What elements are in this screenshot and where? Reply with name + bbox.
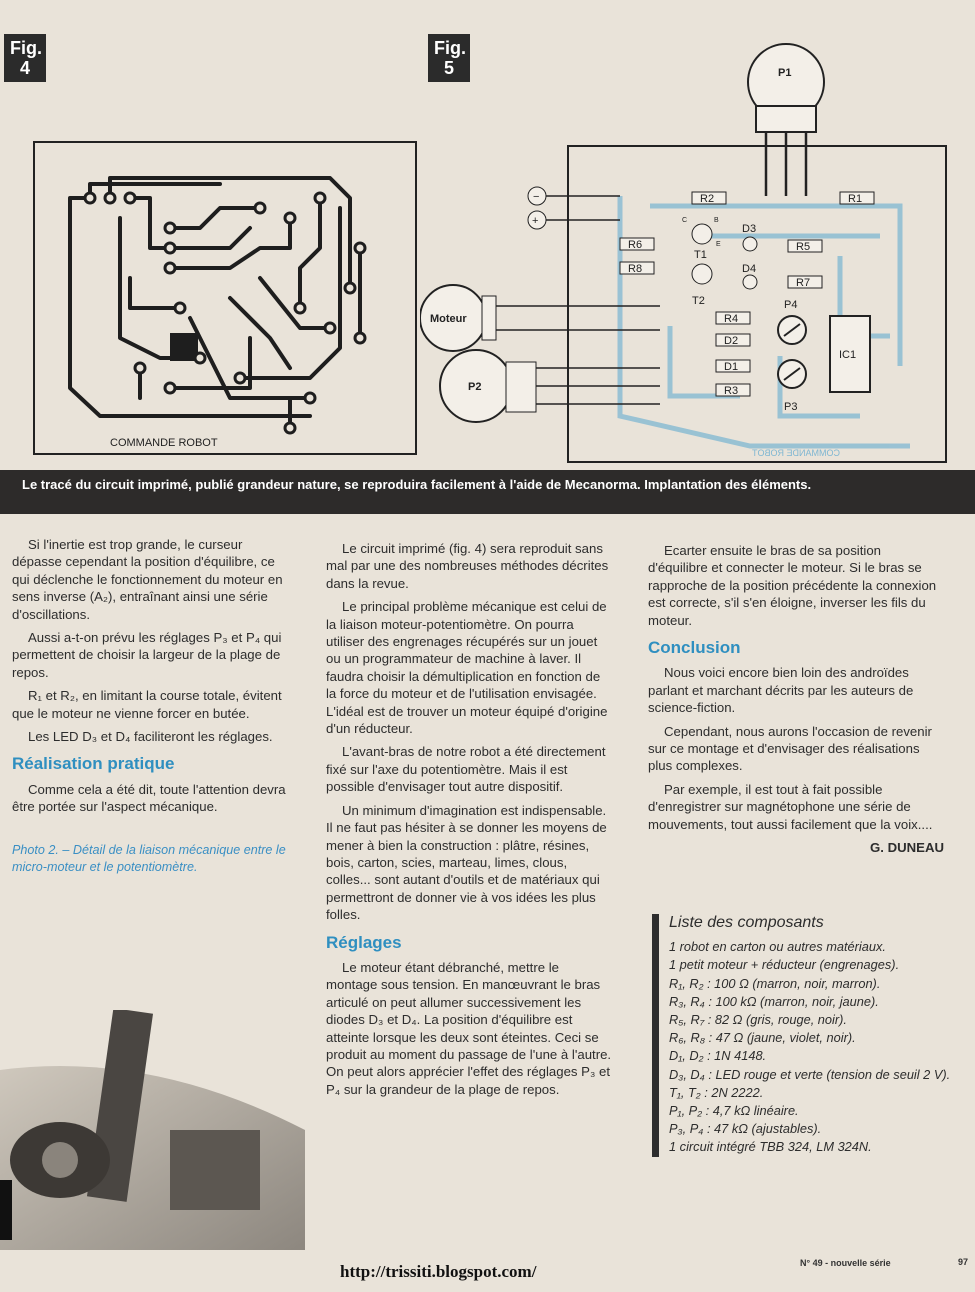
d3-label: D3: [742, 223, 757, 235]
heading-realisation: Réalisation pratique: [12, 754, 175, 774]
t1-b-label: B: [714, 217, 719, 224]
fig4-tag: Fig. 4: [4, 34, 46, 82]
d4-label: D4: [742, 263, 757, 275]
column-2: [326, 540, 612, 1104]
p3-label: P3: [784, 401, 798, 413]
r7-label: R7: [796, 277, 811, 289]
col1-paragraph: Si l'inertie est trop grande, le curseur dépasse cependant la position d'équilibre, ce qui déclenche le fonctionnement du moteur en sens inverse (A₂), entraînant ainsi une série d'oscillations.: [12, 537, 283, 622]
source-url[interactable]: http://trissiti.blogspot.com/: [340, 1262, 537, 1281]
parts-list-item: R₅, R₇ : 82 Ω (gris, rouge, noir).: [669, 1012, 847, 1028]
parts-list: [652, 914, 959, 1157]
p2-label: P2: [468, 381, 482, 393]
t2-label: T2: [692, 295, 705, 307]
figure-caption: Le tracé du circuit imprimé, publié grandeur nature, se reproduira facilement à l'aide de Mecanorma. Implantation des éléments.: [0, 470, 975, 514]
col1-paragraph: Aussi a-t-on prévu les réglages P₃ et P₄ qui permettent de choisir la largeur de la plage de repos.: [12, 630, 282, 680]
parts-list-title: Liste des composants: [669, 914, 824, 931]
page-number: 97: [958, 1257, 969, 1267]
col2-paragraph: Le principal problème mécanique est celui de la liaison moteur-potentiomètre. On pourra utiliser des engrenages récupérés sur un jouet ou un programmateur de machine à laver. Il faudra choisir la démultiplication en fonction de la force du moteur et de l'utilisation envisagée. L'idéal est de trouver un moteur équipé d'origine d'un réducteur.: [326, 599, 608, 737]
parts-list-item: R₃, R₄ : 100 kΩ (marron, noir, jaune).: [669, 993, 879, 1009]
parts-list-item: R₆, R₈ : 47 Ω (jaune, violet, noir).: [669, 1030, 856, 1046]
t1-c-label: C: [682, 217, 688, 224]
issue-number: N° 49 - nouvelle série: [800, 1258, 891, 1268]
col1-paragraph: R₁ et R₂, en limitant la course totale, évitent que le moteur ne vienne forcer en butée.: [12, 688, 282, 721]
d2-label: D2: [724, 335, 739, 347]
t1-label: T1: [694, 249, 707, 261]
parts-list-item: 1 petit moteur + réducteur (engrenages).: [669, 957, 900, 973]
r2-label: R2: [700, 193, 715, 205]
fig5-tag: Fig. 5: [428, 34, 470, 82]
r3-label: R3: [724, 385, 739, 397]
parts-list-item: R₁, R₂ : 100 Ω (marron, noir, marron).: [669, 975, 881, 991]
p1-label: P1: [778, 67, 792, 79]
heading-conclusion: Conclusion: [648, 638, 741, 658]
r6-label: R6: [628, 239, 643, 251]
r1-label: R1: [848, 193, 863, 205]
col2-paragraph: Le moteur étant débranché, mettre le montage sous tension. En manœuvrant le bras articulé on peut allumer successivement les diodes D₃ et D₄. La position d'équilibre est atteinte lorsque les deux sont éteintes. Ceci se produit au moment du passage de l'une à l'autre. On peut alors apprécier l'effet des réglages P₃ et P₄ sur la grandeur de la plage de repos.: [326, 959, 612, 1097]
col2-paragraph: Le circuit imprimé (fig. 4) sera reproduit sans mal par une des nombreuses méthodes décrites dans la revue.: [326, 541, 609, 591]
p4-label: P4: [784, 299, 798, 311]
photo-2: [0, 1010, 305, 1250]
parts-list-item: T₁, T₂ : 2N 2222.: [669, 1084, 764, 1100]
col2-paragraph: Un minimum d'imagination est indispensable. Il ne faut pas hésiter à se donner les moyens de mener à bien la construction : plâtre, résines, bois, carton, scies, marteau, limes, clous, colles... sont autant d'outils et de matériaux qui permettront de donner vie à vos idées les plus folles.: [326, 802, 607, 923]
col1-paragraph: Comme cela a été dit, toute l'attention devra être portée sur l'aspect mécanique.: [12, 781, 286, 815]
col3-paragraph: Nous voici encore bien loin des androïdes parlant et marchant décrits par les auteurs de science-fiction.: [648, 665, 914, 716]
r4-label: R4: [724, 313, 739, 325]
column-3: [648, 542, 944, 857]
parts-list-item: 1 circuit intégré TBB 324, LM 324N.: [669, 1139, 872, 1155]
parts-list-item: P₃, P₄ : 47 kΩ (ajustables).: [669, 1121, 822, 1137]
component-layout-figure: [420, 36, 955, 468]
ic1-label: IC1: [839, 349, 857, 361]
author-signature: G. DUNEAU: [870, 840, 944, 856]
r5-label: R5: [796, 241, 811, 253]
fig4-label: COMMANDE ROBOT: [110, 437, 218, 449]
mirror-label: COMMANDE ROBOT: [751, 448, 840, 458]
parts-list-item: 1 robot en carton ou autres matériaux.: [669, 939, 886, 955]
photo-caption: Photo 2. – Détail de la liaison mécanique entre le micro-moteur et le potentiomètre.: [12, 842, 286, 874]
col2-paragraph: L'avant-bras de notre robot a été directement fixé sur l'axe du potentiomètre. Mais il est possible d'envisager tout autre dispositif.: [326, 744, 606, 795]
heading-reglages: Réglages: [326, 932, 402, 952]
col3-paragraph: Cependant, nous aurons l'occasion de revenir sur ce montage et d'envisager des réalisations plus complexes.: [648, 723, 932, 774]
d1-label: D1: [724, 361, 739, 373]
col3-paragraph: Par exemple, il est tout à fait possible d'enregistrer sur magnétophone une série de mouvements, tout aussi facilement que la voix....: [648, 781, 933, 832]
column-1: [12, 536, 292, 876]
moteur-label: Moteur: [430, 313, 467, 325]
parts-list-item: D₁, D₂ : 1N 4148.: [669, 1048, 767, 1064]
r8-label: R8: [628, 263, 643, 275]
pcb-trace-figure: [30, 138, 420, 458]
parts-list-item: D₃, D₄ : LED rouge et verte (tension de seuil 2 V).: [669, 1066, 951, 1082]
col3-paragraph: Ecarter ensuite le bras de sa position d'équilibre et connecter le moteur. Si le bras se rapproche de la position précédente la connexion est correcte, s'il s'en éloigne, inverser les fils du moteur.: [648, 543, 937, 628]
plus-terminal: +: [532, 215, 539, 227]
t1-e-label: E: [716, 241, 721, 248]
minus-terminal: −: [533, 191, 540, 203]
parts-list-item: P₁, P₂ : 4,7 kΩ linéaire.: [669, 1103, 799, 1119]
col1-paragraph: Les LED D₃ et D₄ faciliteront les réglages.: [28, 729, 273, 745]
